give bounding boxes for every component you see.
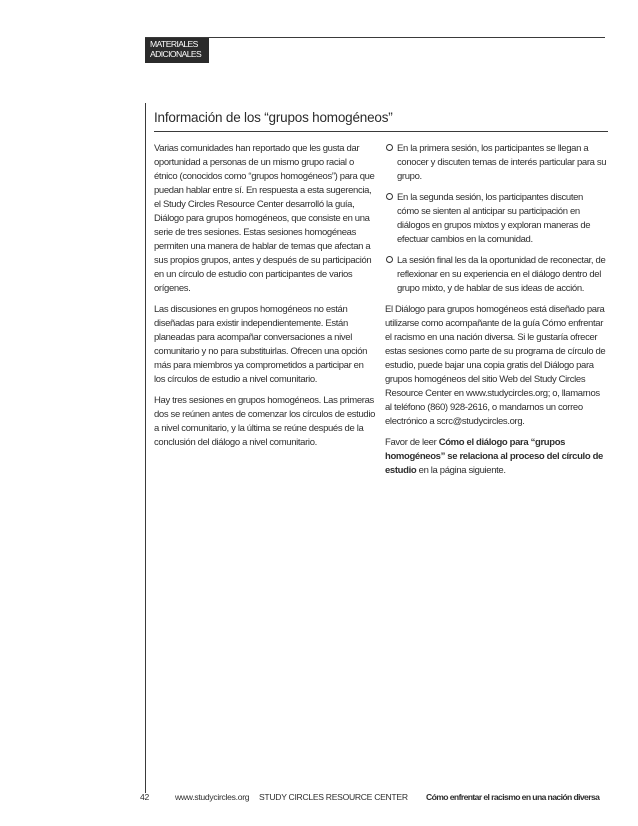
left-margin-rule <box>145 103 146 793</box>
footer-organization: STUDY CIRCLES RESOURCE CENTER <box>259 792 408 802</box>
closing-prefix: Favor de leer <box>385 437 439 448</box>
circle-bullet-icon <box>386 144 393 151</box>
right-paragraph: El Diálogo para grupos homogéneos está diseñado para utilizarse como acompañante de la guía Cómo enfrentar el racismo en una nación diversa. Si le gustaría ofrecer estas sesiones como parte de su programa de círculo de estudio, puede bajar una copia gratis del Diálogo para grupos homogéneos del sitio Web del Study Circles Resource Center en www.studycircles.org; o, llamarnos al teléfono (860) 928-2616, o mandarnos un correo electrónico a scrc@studycircles.org. <box>385 304 606 427</box>
circle-bullet-icon <box>386 256 393 263</box>
circle-bullet-icon <box>386 193 393 200</box>
session-bullet-text: En la primera sesión, los participantes se llegan a conocer y discuten temas de interés particular para su grupo. <box>397 143 607 182</box>
section-tag <box>145 38 209 63</box>
closing-paragraph <box>385 436 607 478</box>
left-paragraph-2: Las discusiones en grupos homogéneos no están diseñadas para existir independientemente. Están planeadas para acompañar conversaciones a nivel comunitario y no para substituirlas. Ofrecen una opción más para miembros ya comprometidos a participar en los círculos de estudio a nivel comunitario. <box>154 304 368 385</box>
title-rule <box>154 131 608 132</box>
left-paragraph-3: Hay tres sesiones en grupos homogéneos. Las primeras dos se reúnen antes de comenzar los círculos de estudio a nivel comunitario, y la última se reúne después de la conclusión del diálogo a nivel comunitario. <box>154 395 376 448</box>
header-rule <box>145 37 605 38</box>
session-bullet-2 <box>385 191 607 247</box>
left-paragraph-1: Varias comunidades han reportado que les gusta dar oportunidad a personas de un mismo grupo racial o étnico (conocidos como “grupos homogéneos”) para que puedan hablar entre sí. En respuesta a esta sugerencia, el Study Circles Resource Center desarrolló la guía, Diálogo para grupos homogéneos, que consiste en una serie de tres sesiones. Estas sesiones homogéneas permiten una manera de hablar de temas que afectan a sus propios grupos, antes y después de su participación en un círculo de estudio con participantes de varios orígenes. <box>154 143 375 294</box>
footer-publication-title: Cómo enfrentar el racismo en una nación diversa <box>426 792 600 802</box>
right-column <box>385 142 607 485</box>
session-bullet-1 <box>385 142 607 184</box>
session-bullet-3 <box>385 254 607 296</box>
closing-suffix: en la página siguiente. <box>416 465 506 476</box>
section-tag-line2: ADICIONALES <box>150 49 202 59</box>
closing-bold-reference: Cómo el diálogo para “grupos homogéneos” se relaciona al proceso del círculo de estudio <box>385 437 603 476</box>
left-column <box>154 142 376 457</box>
session-bullet-text: En la segunda sesión, los participantes discuten cómo se sienten al anticipar su participación en diálogos en grupos mixtos y exploran maneras de efectuar cambios en la comunidad. <box>397 192 591 245</box>
session-bullet-text: La sesión final les da la oportunidad de reconectar, de reflexionar en su experiencia en el diálogo dentro del grupo mixto, y de hablar de sus ideas de acción. <box>397 255 606 294</box>
page-footer <box>0 786 638 806</box>
page-title: Información de los “grupos homogéneos” <box>154 110 393 125</box>
page-number: 42 <box>140 792 149 802</box>
footer-url: www.studycircles.org <box>175 792 250 802</box>
section-tag-line1: MATERIALES <box>150 39 198 49</box>
